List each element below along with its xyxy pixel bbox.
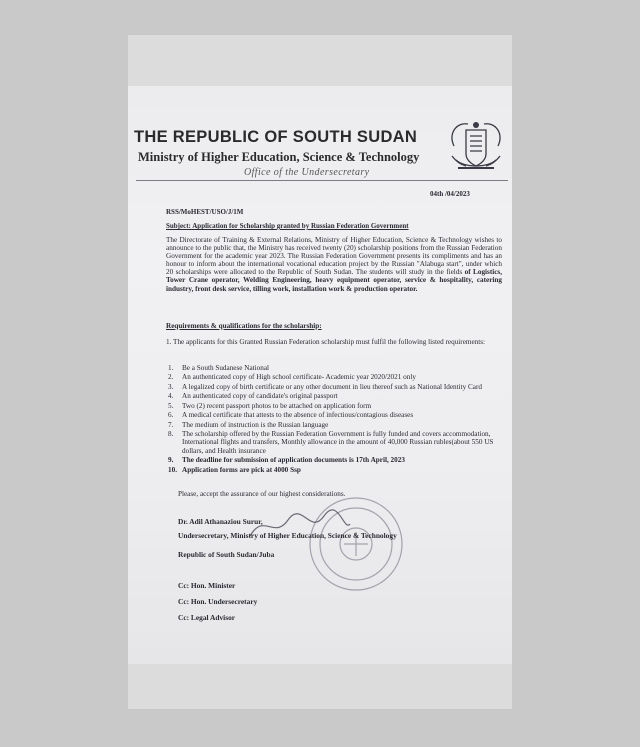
republic-title: THE REPUBLIC OF SOUTH SUDAN [134, 128, 418, 146]
requirement-item [168, 373, 504, 381]
subject-line: Subject: Application for Scholarship granted by Russian Federation Government [166, 222, 409, 230]
requirements-intro: 1. The applicants for this Granted Russian Federation scholarship must fulfil the following listed requirements: [166, 338, 486, 346]
reference-number: RSS/MoHEST/USO/J/1M [166, 208, 244, 216]
requirement-item [168, 456, 504, 464]
requirement-number: 4. [168, 392, 174, 401]
requirement-item [168, 402, 504, 410]
announcement-lead: The Directorate of Training & External Relations, Ministry of Higher Education, Science & Technology wishes to announce to the public that, the Ministry has received twenty (20) scholarship positions from the Russian Federation Government for the academic year 2023. The Russian Federation Government presents its compliments and has an honour to inform about the international vocational education project by the Russian "Alabuga start", under which 20 scholarships were allocated to the Republic of South Sudan. The students will study in the fields [166, 236, 502, 277]
letter-date: 04th /04/2023 [430, 190, 470, 198]
requirement-item [168, 392, 504, 400]
requirement-number: 9. [168, 456, 174, 465]
closing-line: Please, accept the assurance of our highest considerations. [178, 490, 346, 498]
cc-legal-advisor: Cc: Legal Advisor [178, 613, 236, 622]
announcement-paragraph [166, 236, 502, 293]
requirement-text: An authenticated copy of candidate's original passport [182, 392, 338, 401]
requirement-text: The medium of instruction is the Russian language [182, 420, 329, 429]
requirement-text: Application forms are pick at 4000 Ssp [182, 465, 301, 474]
requirements-list [168, 364, 504, 475]
requirement-text: Two (2) recent passport photos to be attached on application form [182, 401, 372, 410]
signatory-name: Dr. Adil Athanaziou Surur, [178, 517, 263, 526]
requirement-item [168, 466, 504, 474]
requirement-item [168, 411, 504, 419]
letter-page [128, 86, 512, 664]
ministry-name: Ministry of Higher Education, Science & Technology [138, 150, 420, 164]
requirement-number: 2. [168, 373, 174, 382]
requirements-heading: Requirements & qualifications for the scholarship: [166, 322, 322, 330]
requirement-item [168, 430, 504, 454]
requirement-number: 6. [168, 411, 174, 420]
requirement-item [168, 383, 504, 391]
requirement-text: A medical certificate that attests to the absence of infectious/contagious diseases [182, 411, 414, 420]
requirement-text: A legalized copy of birth certificate or any other document in lieu thereof such as National Identity Card [182, 382, 482, 391]
requirement-item [168, 421, 504, 429]
signatory-title: Undersecretary, Ministry of Higher Education, Science & Technology [178, 531, 397, 540]
requirement-text: Be a South Sudanese National [182, 364, 270, 372]
requirement-text: The scholarship offered by the Russian Federation Government is fully funded and covers accommodation, International flights and transfers, Monthly allowance in the amount of 40,000 Russian rubles(about 550 US dollars, and Health insurance [182, 430, 494, 455]
requirement-number: 8. [168, 430, 174, 439]
requirement-item [168, 364, 504, 372]
requirement-text: An authenticated copy of High school certificate- Academic year 2020/2021 only [182, 373, 416, 382]
requirement-number: 7. [168, 420, 174, 429]
requirement-number: 3. [168, 382, 174, 391]
requirement-number: 10. [168, 465, 177, 474]
signatory-place: Republic of South Sudan/Juba [178, 550, 275, 559]
office-name: Office of the Undersecretary [244, 167, 370, 178]
requirement-number: 1. [168, 364, 174, 372]
requirement-number: 5. [168, 401, 174, 410]
letter-body [128, 86, 512, 664]
announcement-fields: of Logistics, Tower Crane operator, Welding Engineering, heavy equipment operator, service & hospitality, catering industry, front desk service, tilling work, installation work & production operator. [166, 268, 502, 293]
cc-undersecretary: Cc: Hon. Undersecretary [178, 597, 258, 606]
requirement-text: The deadline for submission of application documents is 17th April, 2023 [182, 456, 405, 465]
cc-minister: Cc: Hon. Minister [178, 581, 236, 590]
